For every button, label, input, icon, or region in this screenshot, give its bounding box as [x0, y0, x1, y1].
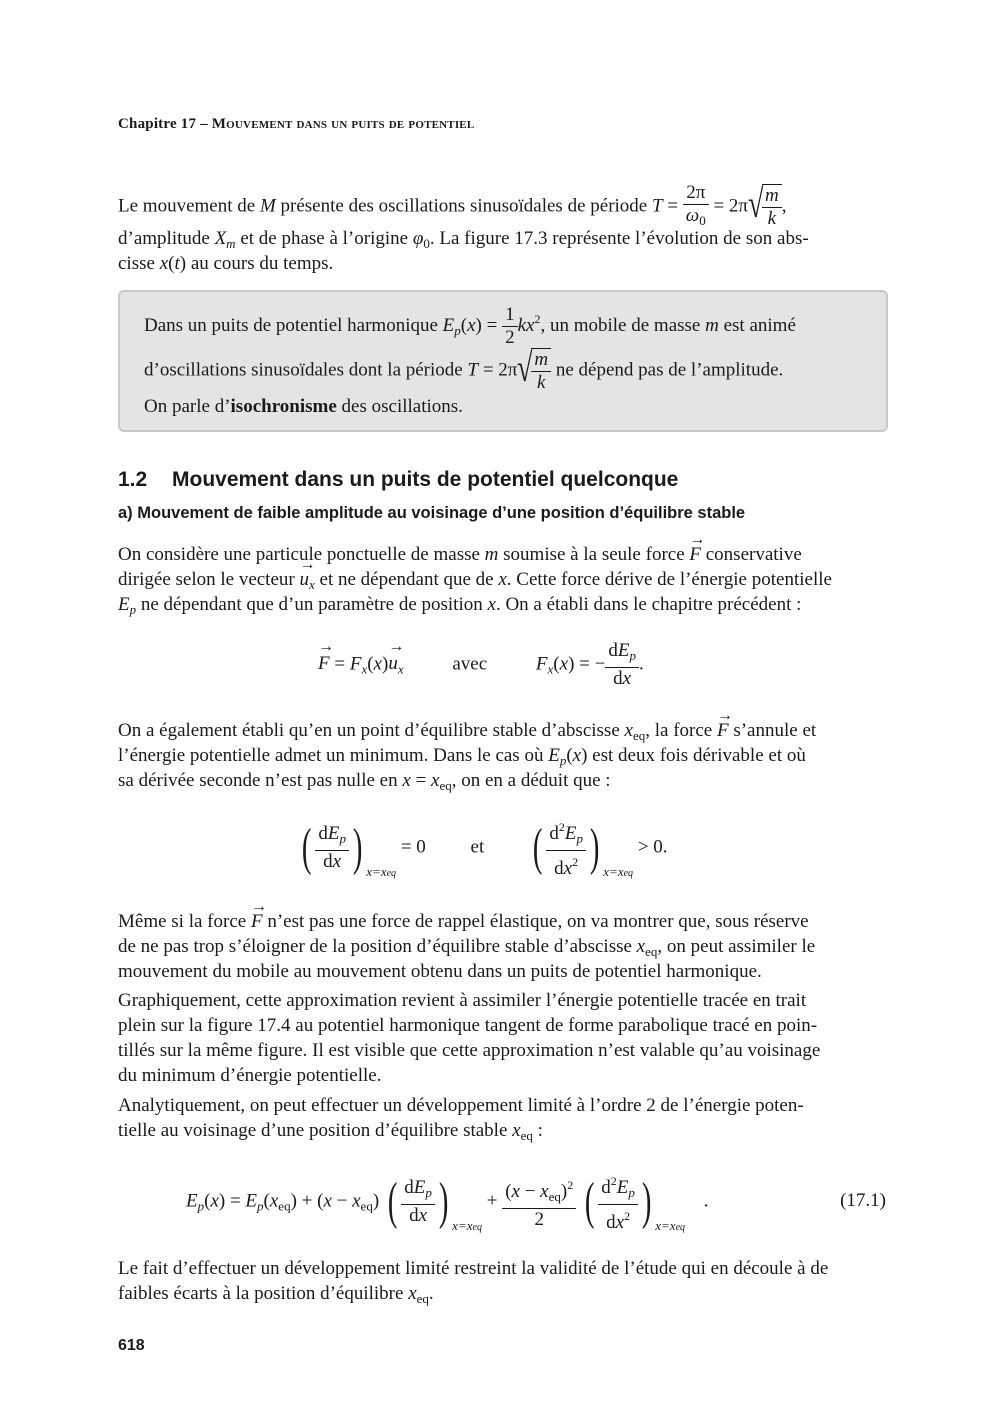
para2-line-2: l’énergie potentielle admet un minimum. Dans le cas où $E_p(x)$ est deux fois dérivable et où: [118, 745, 806, 768]
intro-line-1: Le mouvement de M présente des oscillations sinusoïdales de période T = $\frac{2\pi}{\omega_0}$ = 2π √ $\frac{m}{k}$ ,: [118, 182, 886, 232]
para1-line-3: $E_p$ ne dépendant que d’un paramètre de position x. On a établi dans le chapitre précédent :: [118, 594, 802, 617]
isochronism-term: isochronisme: [230, 396, 337, 417]
equation-number: (17.1): [840, 1190, 886, 1211]
para4-line-4: du minimum d’énergie potentielle.: [118, 1065, 382, 1086]
isochronism-box: [118, 290, 888, 432]
header-dash: –: [200, 116, 208, 132]
box-line-2: d’oscillations sinusoïdales dont la période T = 2π √ $\frac{m}{k}$ ne dépend pas de l’amplitude.: [144, 345, 784, 393]
para3-line-3: mouvement du mobile au mouvement obtenu dans un puits de potentiel harmonique.: [118, 961, 762, 982]
para2-line-1: On a également établi qu’en un point d’équilibre stable d’abscisse $x_{eq}$, la force → F s’annule et: [118, 718, 886, 748]
box-line-1: Dans un puits de potentiel harmonique $E_p(x)$ = $\frac{1}{2}$ $kx^2$, un mobile de masse m est animé: [144, 304, 796, 348]
intro-line-2: d’amplitude $X_m$ et de phase à l’origine $\varphi_0$. La figure 17.3 représente l’évolution de son abs-: [118, 228, 809, 251]
para1-line-2: dirigée selon le vecteur → $u_x$ et ne dépendant que de x. Cette force dérive de l’énergie potentielle: [118, 567, 886, 597]
para5-line-2: tielle au voisinage d’une position d’équilibre stable $x_{eq}$ :: [118, 1120, 543, 1143]
chapter-title: Mouvement dans un puits de potentiel: [211, 116, 475, 132]
para4-line-1: Graphiquement, cette approximation revient à assimiler l’énergie potentielle tracée en trait: [118, 990, 807, 1011]
para5-line-1: Analytiquement, on peut effectuer un développement limité à l’ordre 2 de l’énergie poten-: [118, 1095, 804, 1116]
sqrt-m-over-k: √ $\frac{m}{k}$: [748, 184, 782, 230]
para4-line-3: tillés sur la même figure. Il est visible que cette approximation n’est valable qu’au voisinage: [118, 1040, 821, 1061]
para2-line-3: sa dérivée seconde n’est pas nulle en $x = x_{eq}$, on en a déduit que :: [118, 770, 611, 793]
box-line-3: On parle d’isochronisme des oscillations.: [144, 396, 463, 417]
para3-line-2: de ne pas trop s’éloigner de la position d’équilibre stable d’abscisse $x_{eq}$, on peut assimiler le: [118, 936, 816, 959]
para6-line-2: faibles écarts à la position d’équilibre $x_{eq}$.: [118, 1283, 434, 1306]
para1-line-1: On considère une particule ponctuelle de masse m soumise à la seule force → F conservative: [118, 542, 886, 567]
chapter-label: Chapitre 17: [118, 116, 197, 132]
intro-line-3: cisse x(t) au cours du temps.: [118, 253, 334, 274]
para6-line-1: Le fait d’effectuer un développement limité restreint la validité de l’étude qui en découle à de: [118, 1258, 829, 1279]
chapter-header: [118, 116, 474, 133]
page-number: 618: [118, 1337, 145, 1354]
equation-taylor: $E_p(x) = E_p(x_{eq}) + (x - x_{eq})$ ( $\frac{dE_p}{dx}$ ) $_{x=xeq}$ + $\frac{(x - x_{eq})^2}{2}$ ( $\frac{d^2E_p}{dx^2}$ ) $_{x=xeq}$ .: [186, 1170, 709, 1234]
fraction-2pi-omega0: $\frac{2\pi}{\omega_0}$: [683, 182, 709, 232]
para3-line-1: Même si la force → F n’est pas une force de rappel élastique, on va montrer que, sous réserve: [118, 909, 886, 934]
subsection-title: a) Mouvement de faible amplitude au voisinage d’une position d’équilibre stable: [118, 504, 746, 522]
equation-force: → $F = F_x(x)\to u_x$ avec $F_x(x)$ = − $\frac{dE_p}{dx}$ .: [318, 640, 644, 690]
para4-line-2: plein sur la figure 17.4 au potentiel harmonique tangent de forme parabolique tracé en poin-: [118, 1015, 818, 1036]
equation-equilibrium: ( $\frac{dE_p}{dx}$ ) $_{x=xeq}$ = 0 et ( $\frac{d^2E_p}{dx^2}$ ) $_{x=xeq}$ > 0.: [298, 816, 668, 880]
section-title: 1.2 Mouvement dans un puits de potentiel quelconque: [118, 468, 679, 491]
